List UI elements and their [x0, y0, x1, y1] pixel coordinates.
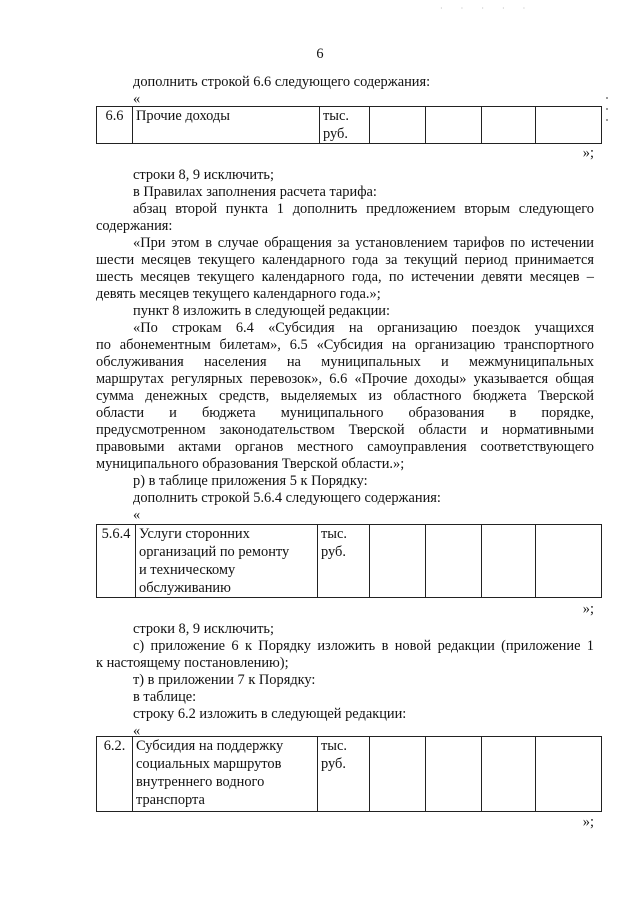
scan-margin-marks	[606, 88, 610, 138]
empty-cell	[426, 107, 482, 144]
paragraph: т) в приложении 7 к Порядку:	[133, 672, 316, 688]
row-name: Прочие доходы	[133, 107, 320, 144]
row-unit: тыс. руб.	[318, 525, 370, 598]
quote-paragraph: «По строкам 6.4 «Субсидия на организацию поездок учащихся	[133, 320, 594, 336]
close-quote: »;	[582, 145, 594, 161]
row-number: 5.6.4	[97, 525, 136, 598]
open-quote: «	[133, 723, 141, 739]
page-number: 6	[316, 46, 324, 62]
quote-paragraph: обслуживания населения на муниципальных и межмуниципальных	[96, 354, 594, 370]
paragraph: с) приложение 6 к Порядку изложить в новой редакции (приложение 1	[133, 638, 594, 654]
quote-paragraph: сумма денежных средств, выделяемых из областного бюджета Тверской	[96, 388, 594, 404]
paragraph: строки 8, 9 исключить;	[133, 167, 274, 183]
quote-paragraph: предусмотренном законодательством Тверской области и нормативными	[96, 422, 594, 438]
empty-cell	[536, 737, 602, 812]
quote-paragraph: правовыми актами органов местного самоуправления соответствующего	[96, 439, 594, 455]
empty-cell	[482, 107, 536, 144]
paragraph: дополнить строкой 5.6.4 следующего содержания:	[133, 490, 441, 506]
quote-paragraph: области и бюджета муниципального образования в порядке,	[96, 405, 594, 421]
paragraph: в таблице:	[133, 689, 197, 705]
paragraph: содержания:	[96, 218, 173, 234]
quote-paragraph: шести месяцев текущего календарного года за текущий период принимается	[96, 252, 594, 268]
row-number: 6.6	[97, 107, 133, 144]
quote-paragraph: шесть месяцев текущего календарного года, по истечении девяти месяцев –	[96, 269, 594, 285]
empty-cell	[426, 525, 482, 598]
close-quote: »;	[582, 814, 594, 830]
quote-paragraph: «При этом в случае обращения за установлением тарифов по истечении	[133, 235, 594, 251]
empty-cell	[370, 737, 426, 812]
quote-paragraph: девять месяцев текущего календарного года.»;	[96, 286, 381, 302]
row-name: Услуги сторонних организаций по ремонту и техническому обслуживанию	[136, 525, 318, 598]
row-unit: тыс. руб.	[320, 107, 370, 144]
scan-artifact: · · · · ·	[440, 4, 534, 13]
quote-paragraph: муниципального образования Тверской области.»;	[96, 456, 405, 472]
empty-cell	[370, 107, 426, 144]
table-row-5-6-4	[96, 524, 602, 598]
empty-cell	[482, 525, 536, 598]
row-unit: тыс. руб.	[318, 737, 370, 812]
empty-cell	[370, 525, 426, 598]
paragraph: в Правилах заполнения расчета тарифа:	[133, 184, 377, 200]
paragraph: строки 8, 9 исключить;	[133, 621, 274, 637]
open-quote: «	[133, 91, 141, 107]
open-quote: «	[133, 507, 141, 523]
empty-cell	[482, 737, 536, 812]
table-row-6-6	[96, 106, 602, 144]
paragraph: к настоящему постановлению);	[96, 655, 289, 671]
paragraph: абзац второй пункта 1 дополнить предложением вторым следующего	[133, 201, 594, 217]
quote-paragraph: по абонементным билетам», 6.5 «Субсидия на организацию транспортного	[96, 337, 594, 353]
row-number: 6.2.	[97, 737, 133, 812]
quote-paragraph: маршрутах регулярных перевозок», 6.6 «Прочие доходы» указывается общая	[96, 371, 594, 387]
paragraph: пункт 8 изложить в следующей редакции:	[133, 303, 390, 319]
paragraph: р) в таблице приложения 5 к Порядку:	[133, 473, 368, 489]
empty-cell	[426, 737, 482, 812]
paragraph: строку 6.2 изложить в следующей редакции:	[133, 706, 407, 722]
close-quote: »;	[582, 601, 594, 617]
intro-line: дополнить строкой 6.6 следующего содержания:	[133, 74, 431, 90]
empty-cell	[536, 107, 602, 144]
table-row-6-2	[96, 736, 602, 812]
empty-cell	[536, 525, 602, 598]
row-name: Субсидия на поддержку социальных маршрутов внутреннего водного транспорта	[133, 737, 318, 812]
